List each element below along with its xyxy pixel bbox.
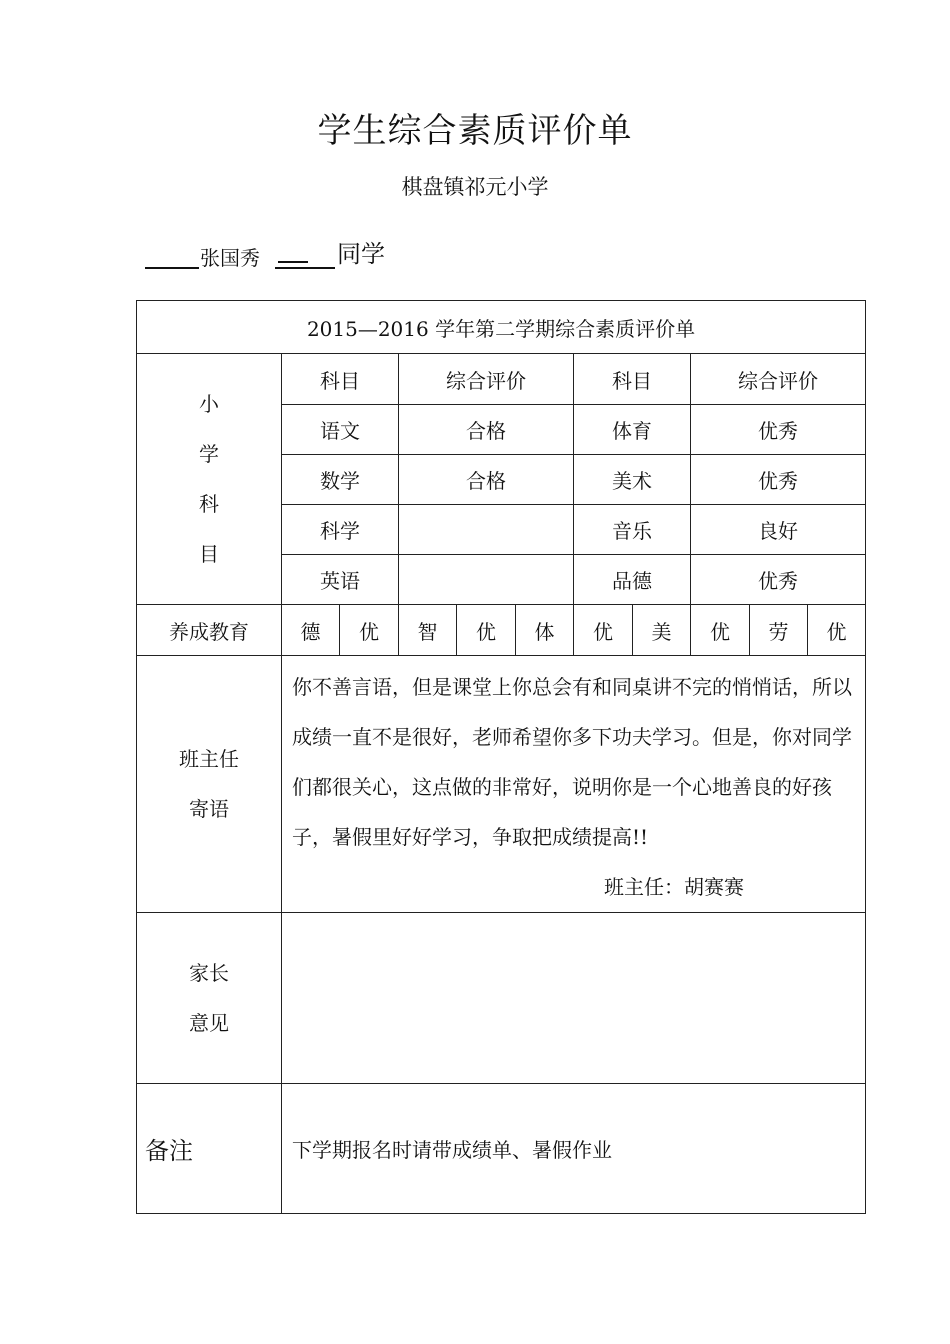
note-text: 下学期报名时请带成绩单、暑假作业 [282, 1084, 866, 1214]
section-label-char: 小 [199, 392, 219, 416]
subject-grade: 优秀 [691, 455, 866, 505]
habit-education-label: 养成教育 [137, 605, 282, 656]
student-suffix: 同学 [337, 240, 385, 268]
subject-grade: 优秀 [691, 555, 866, 605]
habit-grade: 优 [340, 605, 399, 656]
teacher-comment-cell [282, 656, 866, 913]
section-label-char: 目 [199, 542, 219, 566]
subject-grade [399, 505, 574, 555]
subject-name: 科学 [282, 505, 399, 555]
col-header-subject: 科目 [282, 354, 399, 405]
habit-category: 智 [399, 605, 457, 656]
teacher-label-line: 寄语 [189, 797, 229, 821]
subject-name: 美术 [574, 455, 691, 505]
parent-opinion-field[interactable] [282, 913, 866, 1084]
school-name: 棋盘镇祁元小学 [401, 175, 549, 199]
name-underline-mid [278, 261, 308, 263]
section-label-char: 学 [199, 442, 219, 466]
subject-grade [399, 555, 574, 605]
student-name: 张国秀 [200, 246, 260, 270]
subject-grade: 良好 [691, 505, 866, 555]
evaluation-table [136, 300, 866, 1214]
parent-label-line: 意见 [189, 1011, 229, 1035]
note-label: 备注 [137, 1084, 282, 1214]
document-title: 学生综合素质评价单 [317, 111, 633, 151]
section-label-primary-subjects [137, 354, 282, 605]
subject-name: 数学 [282, 455, 399, 505]
habit-category: 劳 [750, 605, 808, 656]
habit-grade: 优 [574, 605, 633, 656]
teacher-signature: 班主任：胡赛赛 [604, 875, 744, 899]
habit-category: 体 [516, 605, 574, 656]
subject-name: 语文 [282, 405, 399, 455]
subject-grade: 合格 [399, 405, 574, 455]
habit-category: 美 [633, 605, 691, 656]
section-label-char: 科 [199, 492, 219, 516]
name-underline-left [145, 267, 199, 269]
habit-grade: 优 [457, 605, 516, 656]
teacher-label-line: 班主任 [179, 747, 239, 771]
subject-name: 品德 [574, 555, 691, 605]
name-underline-right [275, 267, 335, 269]
subject-name: 音乐 [574, 505, 691, 555]
teacher-comment-label [137, 656, 282, 913]
parent-opinion-label [137, 913, 282, 1084]
parent-label-line: 家长 [189, 961, 229, 985]
subject-grade: 优秀 [691, 405, 866, 455]
teacher-comment-text: 你不善言语，但是课堂上你总会有和同桌讲不完的悄悄话，所以成绩一直不是很好，老师希望你多下功夫学习。但是，你对同学们都很关心，这点做的非常好，说明你是一个心地善良的好孩子，暑假里好好学习，争取把成绩提高!! [292, 675, 852, 849]
subject-grade: 合格 [399, 455, 574, 505]
col-header-evaluation: 综合评价 [399, 354, 574, 405]
subject-name: 英语 [282, 555, 399, 605]
habit-category: 德 [282, 605, 340, 656]
habit-grade: 优 [808, 605, 866, 656]
col-header-evaluation: 综合评价 [691, 354, 866, 405]
subject-name: 体育 [574, 405, 691, 455]
table-heading: 2015—2016 学年第二学期综合素质评价单 [137, 301, 866, 354]
col-header-subject: 科目 [574, 354, 691, 405]
habit-grade: 优 [691, 605, 750, 656]
